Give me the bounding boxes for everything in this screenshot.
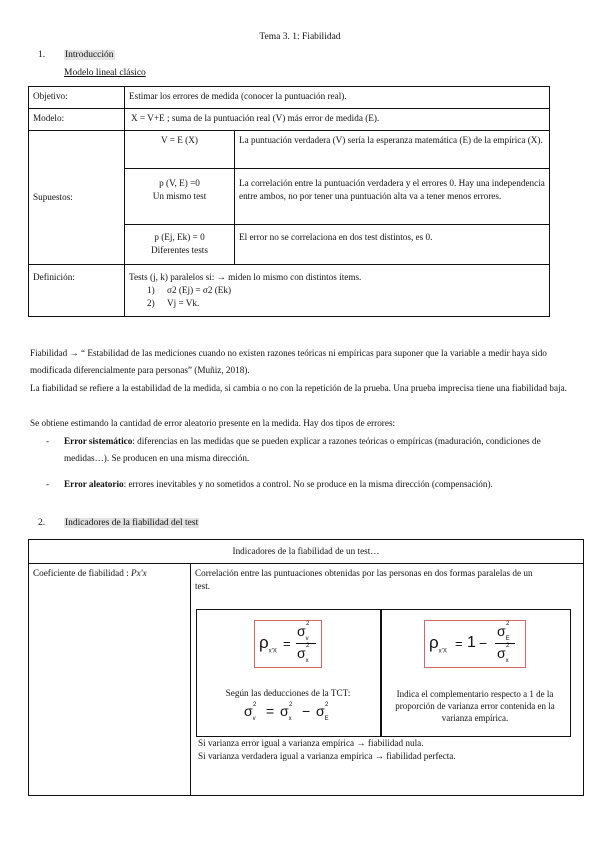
conclusion-line: Si varianza verdadera igual a varianza empírica → fiabilidad perfecta. [198, 751, 456, 761]
row-label: Modelo: [29, 109, 125, 131]
row-label: Supuestos: [29, 131, 125, 265]
model-table [28, 86, 550, 317]
definition-item: 1) σ2 (Ej) = σ2 (Ek) [147, 285, 232, 295]
coef-desc: Correlación entre las puntuaciones obtenidas por las personas en dos formas paralelas de un test. [191, 564, 584, 796]
section-label: Indicadores de la fiabilidad del test [65, 518, 199, 528]
row-value: Estimar los errores de medida (conocer la puntuación real). [125, 87, 550, 109]
section-number: 1. [38, 50, 46, 60]
definition-cell [125, 265, 550, 317]
paragraph: La fiabilidad se refiere a la estabilidad de la medida, si cambia o no con la repetición de la prueba. Una prueba imprecisa tiene una fiabilidad baja. [30, 383, 567, 393]
formula-complement: $\rho_{x'X}$ = 1 − $\sigma_E$ 2 $\sigma_x$ 2 [424, 620, 526, 668]
formula-reliability: $\rho_{x'X}$ = $\sigma_v$ 2 $\sigma_x$ 2 [254, 620, 322, 668]
section-number: 2. [38, 518, 46, 528]
complement-note: Indica el complementario respecto a 1 de la proporción de varianza error contenida en la varianza empírica. [395, 689, 555, 723]
row-label: Objetivo: [29, 87, 125, 109]
section-label: Introducción [65, 50, 114, 60]
section-heading-2 [38, 518, 199, 528]
indicators-header: Indicadores de la fiabilidad de un test… [29, 540, 584, 564]
coef-label: Coeficiente de fiabilidad : Px'x [29, 564, 191, 796]
paragraph: Fiabilidad → “ Estabilidad de las mediciones cuando no existen razones teóricas ni empíricas para suponer que la variable a medir haya sido modificada diferencialmente para personas” (Muñiz, 2018). [30, 348, 547, 375]
list-item: - Error sistemático: diferencias en las medidas que se pueden explicar a razones teóricas o empíricas (maduración, condiciones de medidas…). Se producen en una misma dirección. [46, 436, 541, 463]
definition-line: Tests (j, k) paralelos si: → miden lo mismo con distintos ítems. [129, 272, 362, 282]
formula-variance: $\sigma_v$ 2 = $\sigma_x$ 2 − $\sigma_E$ 2 [244, 702, 329, 722]
definition-item: 2) Vj = Vk. [147, 298, 200, 308]
table-row [29, 131, 550, 169]
paragraph: Se obtiene estimando la cantidad de error aleatorio presente en la medida. Hay dos tipos de errores: [30, 418, 396, 428]
list-item: - Error aleatorio: errores inevitables y no sometidos a control. No se produce en la misma dirección (compensación). [46, 479, 493, 489]
assumption-text: La puntuación verdadera (V) sería la esperanza matemática (E) de la empírica (X). [235, 131, 550, 169]
table-row [29, 540, 584, 564]
assumption-text: La correlación entre la puntuación verdadera y el errores 0. Hay una independencia entre ambos, no por tener una puntuación alta va a tener menos errores. [235, 169, 550, 225]
assumption-text: El error no se correlaciona en dos test distintos, es 0. [235, 225, 550, 265]
table-row [29, 109, 550, 131]
row-label: Definición: [29, 265, 125, 317]
row-value: X = V+E ; suma de la puntuación real (V) más error de medida (E). [125, 109, 550, 131]
assumption-formula: p (V, E) =0 Un mismo test [125, 169, 235, 225]
assumption-formula: p (Ej, Ek) = 0 Diferentes tests [125, 225, 235, 265]
conclusion-line: Si varianza error igual a varianza empírica → fiabilidad nula. [198, 738, 424, 748]
table-row [29, 265, 550, 317]
section-subtitle: Modelo lineal clásico [64, 68, 146, 78]
page-title: Tema 3. 1: Fiabilidad [259, 32, 341, 42]
deriv-text: Según las deducciones de la TCT: [225, 688, 351, 698]
assumption-formula: V = E (X) [125, 131, 235, 169]
section-heading-1 [38, 50, 115, 60]
table-row [29, 87, 550, 109]
